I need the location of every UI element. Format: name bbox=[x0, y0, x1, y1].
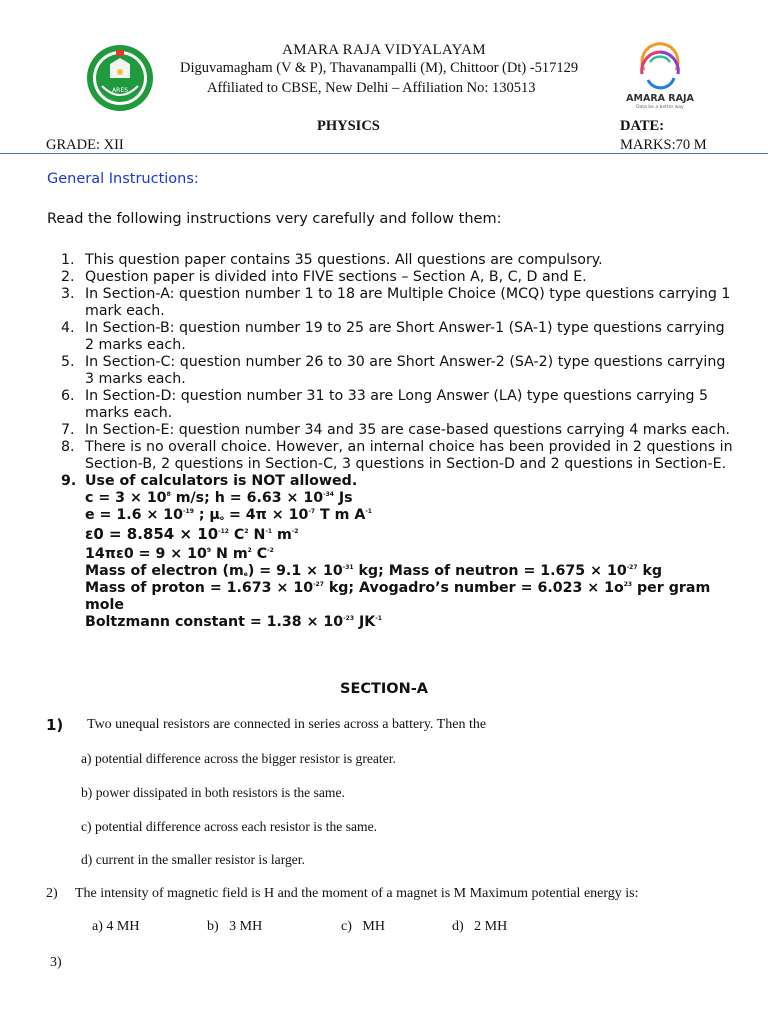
question-3-number: 3) bbox=[50, 955, 62, 970]
right-logo-text: AMARA RAJA bbox=[626, 93, 694, 104]
instructions-lead: Read the following instructions very carefully and follow them: bbox=[47, 211, 502, 227]
question-1-number: 1) bbox=[46, 716, 64, 734]
constant-epsilon: $\varepsilon 0 = 8.854 \times 10^{-12}$ $C^2$ $N^{-1}$ $m^{-2}$ bbox=[85, 525, 299, 543]
subject-title: PHYSICS bbox=[317, 118, 380, 134]
school-name: AMARA RAJA VIDYALAYAM bbox=[282, 42, 486, 58]
list-item: 3. In Section-A: question number 1 to 18 are Multiple Choice (MCQ) type questions carrying 1 mark each. bbox=[61, 286, 731, 319]
school-affiliation: Affiliated to CBSE, New Delhi – Affiliation No: 130513 bbox=[207, 80, 536, 96]
instructions-list bbox=[55, 252, 735, 631]
list-item: 7. In Section-E: question number 34 and 35 are case-based questions carrying 4 marks each. bbox=[61, 422, 730, 438]
question-2-option-c: c) MH bbox=[341, 919, 385, 934]
question-1-option-d: d) current in the smaller resistor is larger. bbox=[81, 852, 305, 867]
constants-block bbox=[55, 490, 735, 631]
constant-masses: Mass of electron $(m_e) = 9.1 \times 10^{-31}$ kg; Mass of neutron = $1.675 \times 10^{-27}$ kg bbox=[85, 563, 663, 579]
question-2 bbox=[46, 886, 639, 902]
constant-boltzmann: Boltzmann constant = $1.38 \times 10^{-23}$ $JK^{-1}$ bbox=[85, 614, 382, 630]
grade-label: GRADE: XII bbox=[46, 137, 124, 153]
date-label: DATE: bbox=[620, 118, 665, 134]
header-divider bbox=[0, 153, 768, 154]
constant-proton-avogadro: Mass of proton = $1.673 \times 10^{-27}$ kg; Avogadro’s number = $6.023 \times 1o^{23}$ per gram mole bbox=[85, 580, 711, 613]
list-item: 8. There is no overall choice. However, an internal choice has been provided in 2 questions in Section-B, 2 questions in Section-C, 3 questions in Section-D and 2 questions in Section-E. bbox=[61, 439, 733, 472]
constant-c-h: $c = 3 \times 10^8$ m/s; $h = 6.63 \times 10^{-34}$ Js bbox=[85, 490, 353, 506]
right-logo-tagline: Data be a better way bbox=[636, 105, 684, 110]
question-2-option-a: a) 4 MH bbox=[92, 919, 140, 934]
constant-coulomb: $14\pi\varepsilon 0 = 9 \times 10^9$ N $m^2$ $C^{-2}$ bbox=[85, 546, 274, 562]
question-1-text: Two unequal resistors are connected in series across a battery. Then the bbox=[87, 717, 487, 732]
question-2-number: 2) bbox=[46, 886, 58, 901]
section-a-title: SECTION-A bbox=[340, 681, 428, 697]
question-1-option-a: a) potential difference across the bigger resistor is greater. bbox=[81, 751, 396, 766]
school-address: Diguvamagham (V & P), Thavanampalli (M), Chittoor (Dt) -517129 bbox=[180, 60, 579, 76]
list-item: 1. This question paper contains 35 questions. All questions are compulsory. bbox=[61, 252, 603, 268]
question-2-text: The intensity of magnetic field is H and the moment of a magnet is M Maximum potential energy is: bbox=[75, 886, 639, 901]
list-item: 9. Use of calculators is NOT allowed. bbox=[61, 473, 358, 489]
question-2-option-b: b) 3 MH bbox=[207, 919, 263, 934]
constant-e-mu: $e = 1.6 \times 10^{-19}$ ; $\mu_o = 4\pi \times 10^{-7}$ T m $A^{-1}$ bbox=[85, 507, 372, 523]
list-item: 2. Question paper is divided into FIVE sections – Section A, B, C, D and E. bbox=[61, 269, 587, 285]
list-item: 5. In Section-C: question number 26 to 30 are Short Answer-2 (SA-2) type questions carrying 3 marks each. bbox=[61, 354, 726, 387]
question-1-option-c: c) potential difference across each resistor is the same. bbox=[81, 819, 378, 834]
marks-label: MARKS:70 M bbox=[620, 137, 707, 153]
question-2-option-d: d) 2 MH bbox=[452, 919, 508, 934]
list-item: 4. In Section-B: question number 19 to 25 are Short Answer-1 (SA-1) type questions carrying 2 marks each. bbox=[61, 320, 725, 353]
list-item: 6. In Section-D: question number 31 to 33 are Long Answer (LA) type questions carrying 5 marks each. bbox=[61, 388, 709, 421]
instructions-title: General Instructions: bbox=[47, 171, 199, 187]
left-logo-text: ARES bbox=[112, 87, 128, 94]
question-1-option-b: b) power dissipated in both resistors is the same. bbox=[81, 785, 345, 800]
